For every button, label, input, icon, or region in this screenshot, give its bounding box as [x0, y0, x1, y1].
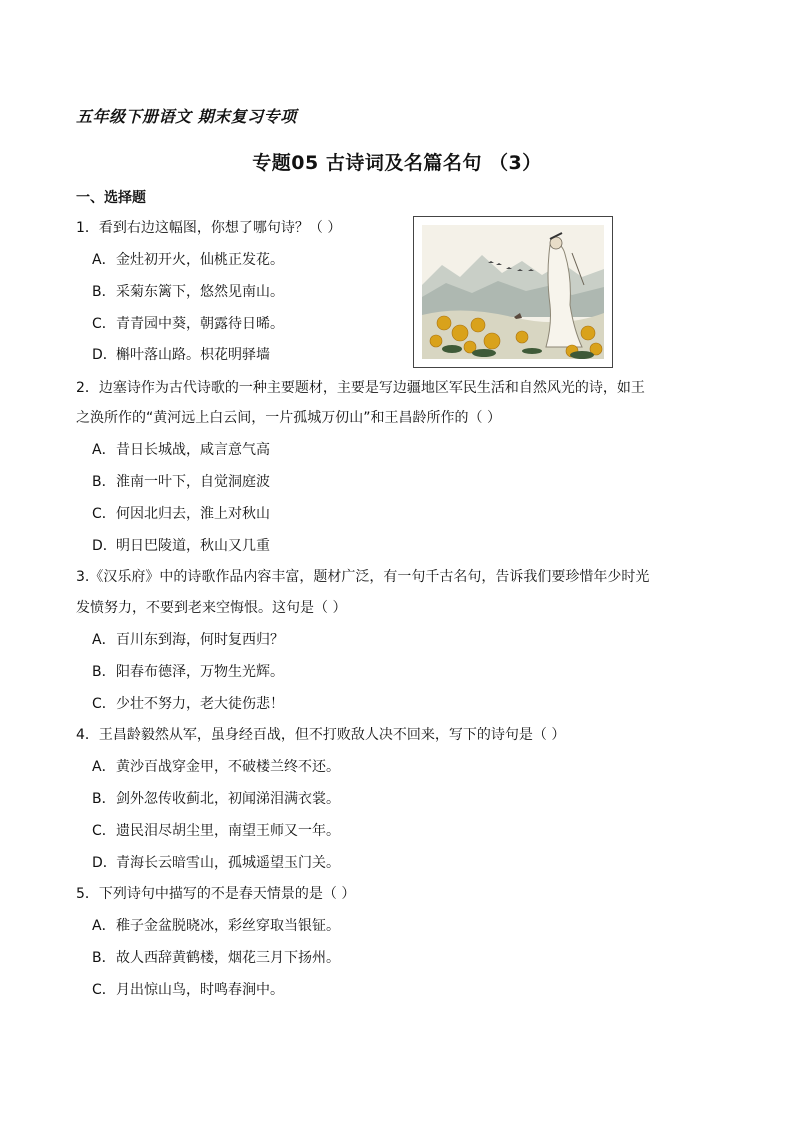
option-text: 稚子金盆脱晓冰，彩丝穿取当银钲。: [116, 918, 340, 934]
question-5-option-b[interactable]: [92, 948, 340, 968]
option-text: 采菊东篱下，悠然见南山。: [116, 284, 284, 300]
question-2-stem-line-1: 2．边塞诗作为古代诗歌的一种主要题材，主要是写边疆地区军民生活和自然风光的诗，如王: [76, 380, 645, 396]
option-letter: B．: [92, 284, 116, 300]
option-text: 阳春布德泽，万物生光辉。: [116, 664, 284, 680]
question-2-stem-line-2: 之涣所作的“黄河远上白云间，一片孤城万仞山”和王昌龄所作的（ ）: [76, 410, 501, 426]
option-letter: C．: [92, 823, 116, 839]
option-text: 遗民泪尽胡尘里，南望王师又一年。: [116, 823, 340, 839]
option-text: 青青园中葵，朝露待日晞。: [116, 316, 284, 332]
question-4-stem: 4．王昌龄毅然从军，虽身经百战，但不打败敌人决不回来，写下的诗句是（ ）: [76, 727, 566, 743]
painting-illustration: [422, 225, 604, 359]
option-text: 黄沙百战穿金甲，不破楼兰终不还。: [116, 759, 340, 775]
question-2-option-a[interactable]: [92, 440, 270, 460]
option-text: 青海长云暗雪山，孤城遥望玉门关。: [116, 855, 340, 871]
section-heading: 一、选择题: [76, 190, 146, 206]
question-5-option-a[interactable]: [92, 916, 340, 936]
option-letter: A．: [92, 759, 116, 775]
question-2-option-b[interactable]: [92, 472, 270, 492]
option-letter: D．: [92, 855, 117, 871]
option-text: 金灶初开火，仙桃正发花。: [116, 252, 284, 268]
option-text: 少壮不努力，老大徒伤悲！: [116, 696, 284, 712]
option-letter: C．: [92, 982, 116, 998]
question-1-option-d[interactable]: [92, 345, 270, 365]
option-text: 淮南一叶下，自觉洞庭波: [116, 474, 270, 490]
option-letter: C．: [92, 506, 116, 522]
option-text: 故人西辞黄鹤楼，烟花三月下扬州。: [116, 950, 340, 966]
question-1-option-c[interactable]: [92, 314, 284, 334]
option-letter: B．: [92, 664, 116, 680]
question-1-stem: 1．看到右边这幅图，你想了哪句诗？（ ）: [76, 220, 342, 236]
question-4-option-c[interactable]: [92, 821, 340, 841]
worksheet-header: 五年级下册语文 期末复习专项: [76, 107, 297, 126]
question-3-stem-line-2: 发愤努力，不要到老来空悔恨。这句是（ ）: [76, 600, 347, 616]
question-4-option-a[interactable]: [92, 757, 340, 777]
question-2-option-d[interactable]: [92, 536, 270, 556]
question-1-option-a[interactable]: [92, 250, 284, 270]
question-1-option-b[interactable]: [92, 282, 284, 302]
option-letter: C．: [92, 696, 116, 712]
question-2-option-c[interactable]: [92, 504, 270, 524]
page-title: 专题05 古诗词及名篇名句 （3）: [252, 152, 542, 174]
option-letter: A．: [92, 442, 116, 458]
option-text: 月出惊山鸟，时鸣春涧中。: [116, 982, 284, 998]
option-letter: B．: [92, 791, 116, 807]
question-3-stem-line-1: 3.《汉乐府》中的诗歌作品内容丰富，题材广泛，有一句千古名句，告诉我们要珍惜年少时光: [76, 569, 650, 585]
option-letter: A．: [92, 252, 116, 268]
option-letter: B．: [92, 474, 116, 490]
option-text: 剑外忽传收蓟北，初闻涕泪满衣裳。: [116, 791, 340, 807]
option-letter: A．: [92, 632, 116, 648]
option-letter: A．: [92, 918, 116, 934]
option-letter: D．: [92, 347, 117, 363]
question-3-option-c[interactable]: [92, 694, 284, 714]
option-text: 明日巴陵道，秋山又几重: [116, 538, 270, 554]
question-3-option-b[interactable]: [92, 662, 284, 682]
question-4-option-b[interactable]: [92, 789, 340, 809]
option-text: 槲叶落山路。枳花明驿墙: [116, 347, 270, 363]
question-5-stem: 5．下列诗句中描写的不是春天情景的是（ ）: [76, 886, 356, 902]
option-letter: B．: [92, 950, 116, 966]
option-letter: D．: [92, 538, 117, 554]
question-3-option-a[interactable]: [92, 630, 284, 650]
question-5-option-c[interactable]: [92, 980, 284, 1000]
option-text: 昔日长城战，咸言意气高: [116, 442, 270, 458]
option-text: 何因北归去，淮上对秋山: [116, 506, 270, 522]
option-letter: C．: [92, 316, 116, 332]
question-4-option-d[interactable]: [92, 853, 340, 873]
poet-chrysanthemum-painting: [413, 216, 613, 368]
option-text: 百川东到海，何时复西归？: [116, 632, 284, 648]
